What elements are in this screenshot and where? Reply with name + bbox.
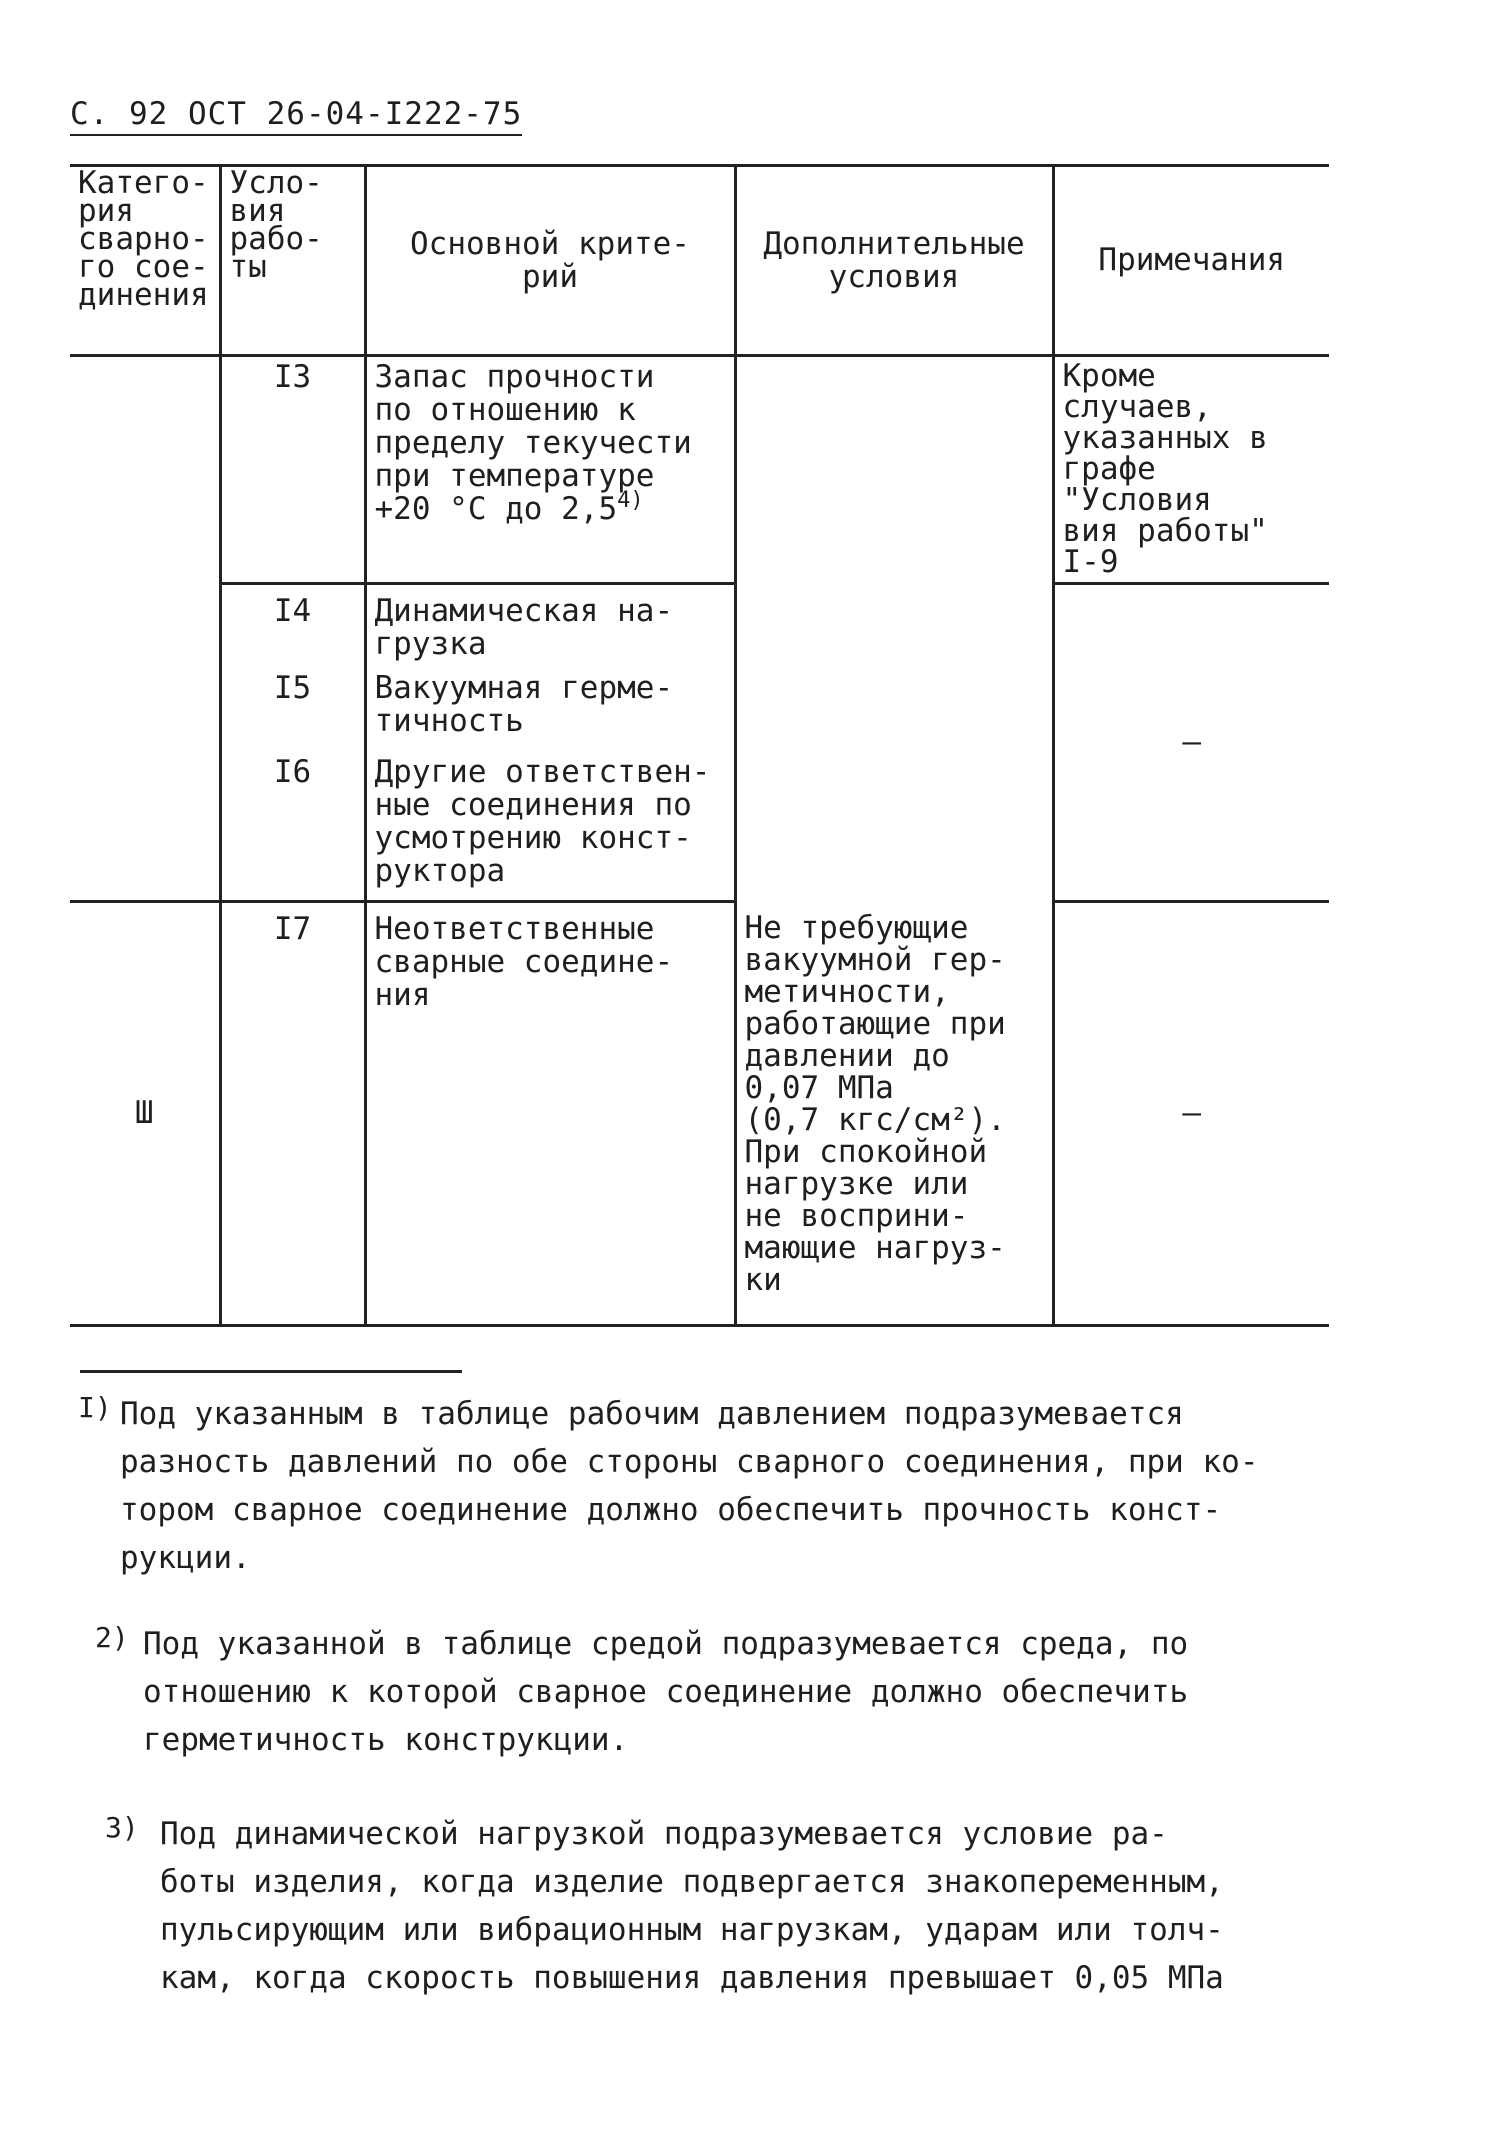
footnote-line: тором сварное соединение должно обеспечить прочность конст- xyxy=(120,1492,1222,1528)
note-cell: – xyxy=(1053,902,1329,1326)
criterion-cell xyxy=(365,356,735,584)
note-cell: Кроме случаев, указанных в графе "Условия вия работы" I-9 xyxy=(1053,356,1329,584)
footnote-line: боты изделия, когда изделие подвергается знакопеременным, xyxy=(160,1864,1224,1900)
criterion-cell: Динамическая на- грузка xyxy=(365,584,735,668)
footnote-1 xyxy=(78,1390,1400,1582)
table-header-row xyxy=(70,166,1329,356)
footnote-ref: 4) xyxy=(617,488,644,513)
category-cell: Ш xyxy=(70,902,220,1326)
footnote-line: кам, когда скорость повышения давления превышает 0,05 МПа xyxy=(160,1960,1224,1996)
footnote-separator xyxy=(80,1370,462,1373)
note-cell: – xyxy=(1053,584,1329,902)
footnote-line: пульсирующим или вибрационным нагрузкам, ударам или толч- xyxy=(160,1912,1224,1948)
condition-number: I7 xyxy=(220,902,365,1326)
category-cell xyxy=(70,356,220,584)
criteria-table xyxy=(70,164,1329,1327)
footnote-line: Под указанной в таблице средой подразумевается среда, по xyxy=(143,1626,1189,1662)
footnote-2 xyxy=(95,1620,1403,1764)
category-cell xyxy=(70,752,220,902)
footnote-line: Под указанным в таблице рабочим давлением подразумевается xyxy=(120,1396,1184,1432)
criterion-cell: Вакуумная герме- тичность xyxy=(365,668,735,752)
condition-number: I4 xyxy=(220,584,365,668)
table-row xyxy=(70,356,1329,584)
footnote-line: разность давлений по обе стороны сварного соединения, при ко- xyxy=(120,1444,1259,1480)
footnote-mark: 2) xyxy=(95,1621,129,1654)
page-header: С. 92 ОСТ 26-04-I222-75 xyxy=(70,96,522,136)
category-cell xyxy=(70,584,220,668)
additional-cell: Не требующие вакуумной гер- метичности, работающие при давлении до 0,07 МПа (0,7 кгс/см²). При спокойной нагрузке или не восприни- мающие нагруз- ки xyxy=(735,902,1053,1326)
header-additional-conditions: Дополнительные условия xyxy=(735,166,1053,356)
condition-number: I3 xyxy=(220,356,365,584)
table-row xyxy=(70,584,1329,668)
criterion-cell: Неответственные сварные соедине- ния xyxy=(365,902,735,1326)
category-cell xyxy=(70,668,220,752)
footnote-3 xyxy=(105,1810,1410,2002)
footnote-line: рукции. xyxy=(120,1540,251,1576)
header-category: Катего- рия сварно- го сое- динения xyxy=(70,166,220,356)
table-row xyxy=(70,902,1329,1326)
header-conditions: Усло- вия рабо- ты xyxy=(220,166,365,356)
footnote-line: отношению к которой сварное соединение должно обеспечить xyxy=(143,1674,1189,1710)
criterion-text: Запас прочности по отношению к пределу текучести при температуре +20 °С до 2,5 xyxy=(374,359,692,527)
footnote-mark: I) xyxy=(78,1391,112,1424)
header-notes: Примечания xyxy=(1053,166,1329,356)
condition-number: I5 xyxy=(220,668,365,752)
footnote-mark: 3) xyxy=(105,1811,139,1844)
condition-number: I6 xyxy=(220,752,365,902)
criterion-cell: Другие ответствен- ные соединения по усмотрению конст- руктора xyxy=(365,752,735,902)
footnote-line: Под динамической нагрузкой подразумевается условие ра- xyxy=(160,1816,1168,1852)
footnote-line: герметичность конструкции. xyxy=(143,1722,629,1758)
additional-cell xyxy=(735,356,1053,902)
header-main-criterion: Основной крите- рий xyxy=(365,166,735,356)
